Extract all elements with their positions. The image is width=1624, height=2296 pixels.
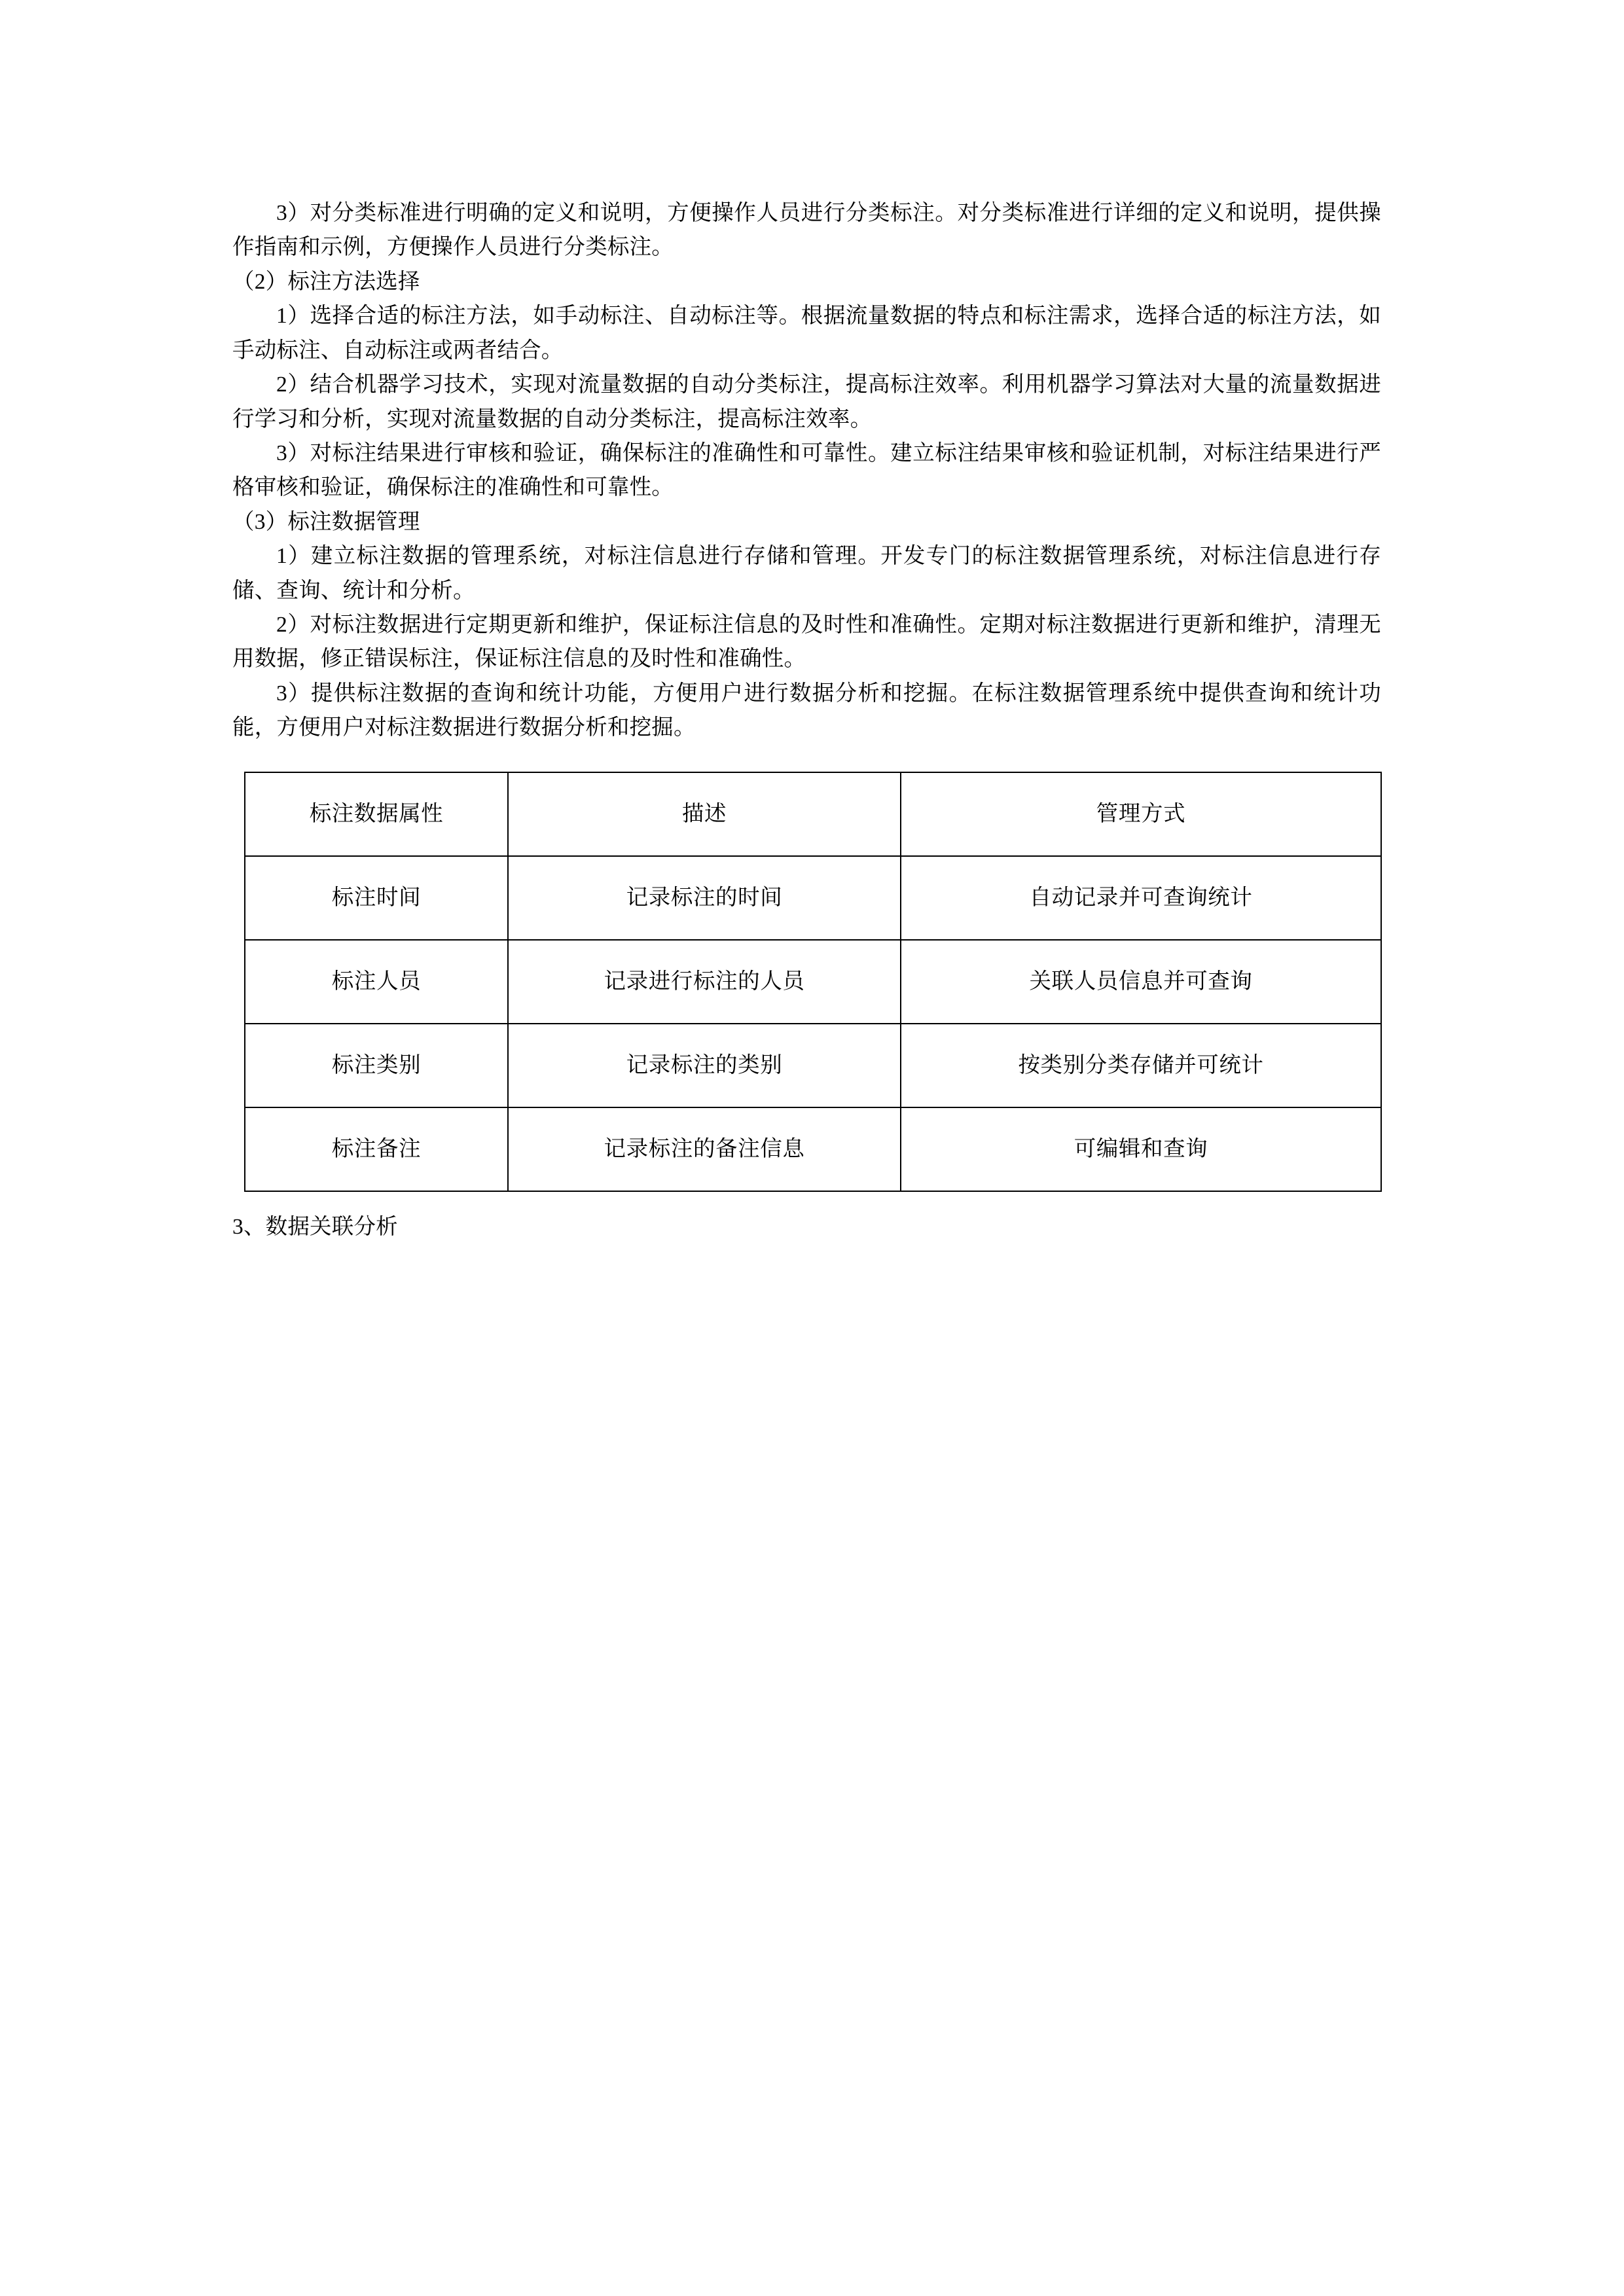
table-row [245,856,1381,940]
table-row [245,1024,1381,1107]
table-cell: 记录标注的类别 [508,1024,901,1107]
table-header-cell: 管理方式 [901,772,1381,856]
document-body [232,196,1381,745]
table-cell: 关联人员信息并可查询 [901,940,1381,1024]
table-cell: 标注人员 [245,940,508,1024]
heading-annotation-method-selection: （2）标注方法选择 [232,269,420,294]
table-header-cell: 标注数据属性 [245,772,508,856]
paragraph-item-3-query-statistics: 3）提供标注数据的查询和统计功能，方便用户进行数据分析和挖掘。在标注数据管理系统中提供查询和统计功能，方便用户对标注数据进行数据分析和挖掘。 [232,681,1381,740]
annotation-data-attributes-table [244,772,1382,1192]
table-cell: 标注备注 [245,1107,508,1191]
paragraph-item-3-review-verify: 3）对标注结果进行审核和验证，确保标注的准确性和可靠性。建立标注结果审核和验证机制，对标注结果进行严格审核和验证，确保标注的准确性和可靠性。 [232,440,1381,500]
table-cell: 记录标注的备注信息 [508,1107,901,1191]
table-cell: 标注类别 [245,1024,508,1107]
table-row [245,1107,1381,1191]
table-cell: 可编辑和查询 [901,1107,1381,1191]
paragraph-item-3-classification-standard: 3）对分类标准进行明确的定义和说明，方便操作人员进行分类标注。对分类标准进行详细的定义和说明，提供操作指南和示例，方便操作人员进行分类标注。 [232,201,1381,260]
table-header-row [245,772,1381,856]
table-row [245,940,1381,1024]
heading-data-correlation-analysis: 3、数据关联分析 [232,1214,398,1239]
paragraph-item-1-select-method: 1）选择合适的标注方法，如手动标注、自动标注等。根据流量数据的特点和标注需求，选择合适的标注方法，如手动标注、自动标注或两者结合。 [232,304,1381,363]
paragraph-item-2-periodic-update: 2）对标注数据进行定期更新和维护，保证标注信息的及时性和准确性。定期对标注数据进行更新和维护，清理无用数据，修正错误标注，保证标注信息的及时性和准确性。 [232,613,1381,672]
paragraph-item-1-management-system: 1）建立标注数据的管理系统，对标注信息进行存储和管理。开发专门的标注数据管理系统，对标注信息进行存储、查询、统计和分析。 [232,544,1381,603]
table-cell: 标注时间 [245,856,508,940]
heading-annotation-data-management: （3）标注数据管理 [232,509,420,534]
table-cell: 记录进行标注的人员 [508,940,901,1024]
table-cell: 按类别分类存储并可统计 [901,1024,1381,1107]
paragraph-item-2-machine-learning: 2）结合机器学习技术，实现对流量数据的自动分类标注，提高标注效率。利用机器学习算法对大量的流量数据进行学习和分析，实现对流量数据的自动分类标注，提高标注效率。 [232,372,1381,431]
table-cell: 自动记录并可查询统计 [901,856,1381,940]
trailing-section [232,1210,1381,1244]
table-header-cell: 描述 [508,772,901,856]
table-cell: 记录标注的时间 [508,856,901,940]
